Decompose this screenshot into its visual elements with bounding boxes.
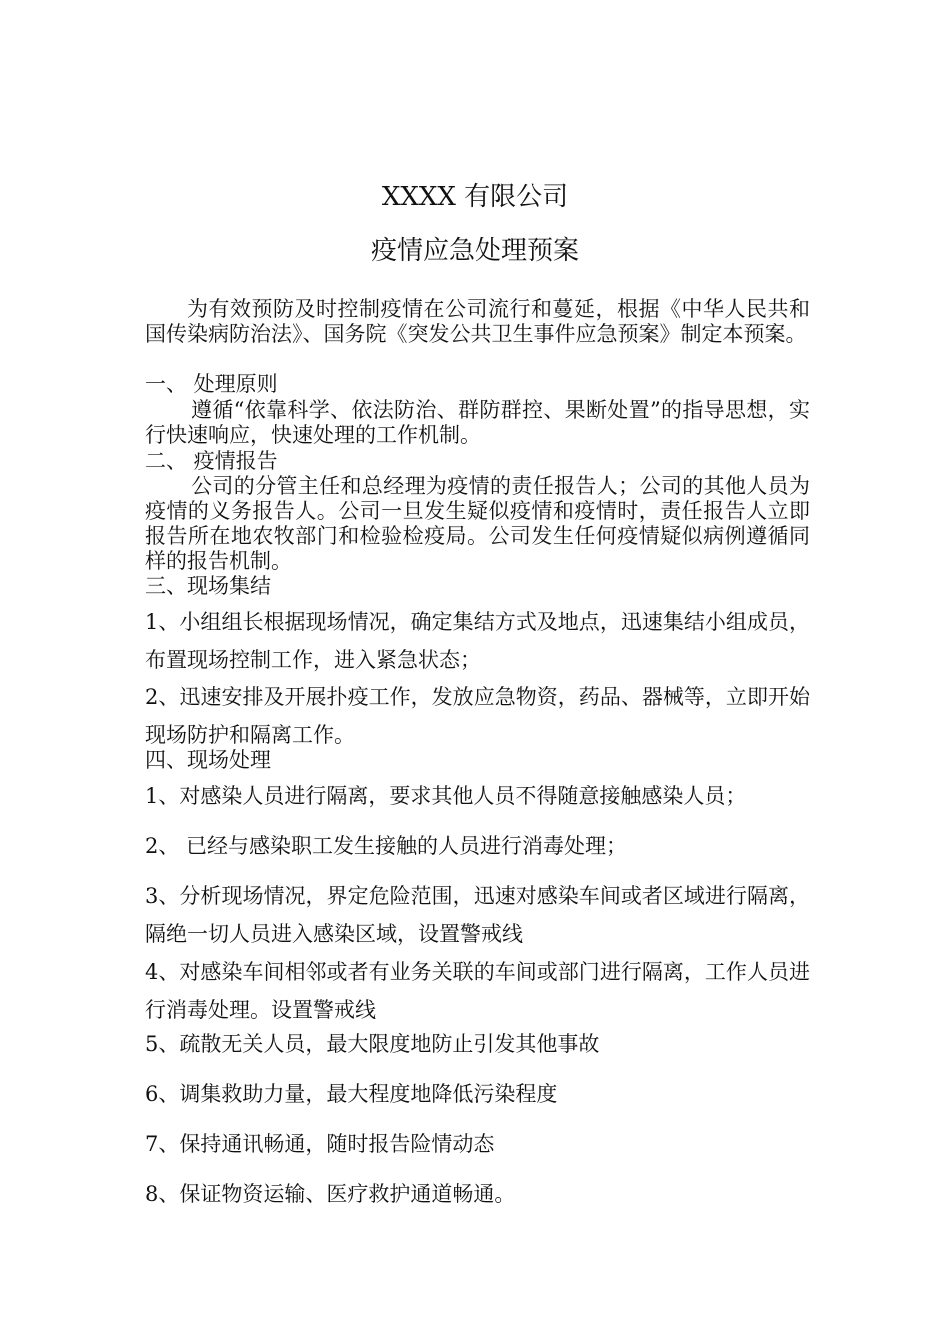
section-3-item-1: 1、小组组长根据现场情况，确定集结方式及地点，迅速集结小组成员，布置现场控制工作，进入紧急状态； xyxy=(145,610,810,672)
section-heading-4: 四、现场处理 xyxy=(145,748,271,772)
section-4-item-4: 4、对感染车间相邻或者有业务关联的车间或部门进行隔离，工作人员进行消毒处理。设置警戒线 xyxy=(145,960,810,1022)
section-4-item-6: 6、调集救助力量，最大程度地降低污染程度 xyxy=(145,1082,558,1106)
section-3-item-2: 2、迅速安排及开展扑疫工作，发放应急物资，药品、器械等，立即开始现场防护和隔离工作。 xyxy=(145,685,810,747)
plan-title: 疫情应急处理预案 xyxy=(370,236,579,266)
section-4-item-5: 5、疏散无关人员，最大限度地防止引发其他事故 xyxy=(145,1032,600,1056)
section-heading-2: 二、 疫情报告 xyxy=(145,449,278,473)
section-4-item-1: 1、对感染人员进行隔离，要求其他人员不得随意接触感染人员； xyxy=(145,784,747,808)
intro-paragraph: 为有效预防及时控制疫情在公司流行和蔓延，根据《中华人民共和国传染病防治法》、国务院《突发公共卫生事件应急预案》制定本预案。 xyxy=(145,297,810,346)
company-title: XXXX 有限公司 xyxy=(381,182,569,212)
section-heading-1: 一、 处理原则 xyxy=(145,372,278,396)
section-4-item-3: 3、分析现场情况，界定危险范围，迅速对感染车间或者区域进行隔离，隔绝一切人员进入感染区域，设置警戒线 xyxy=(145,884,810,946)
section-4-item-2: 2、 已经与感染职工发生接触的人员进行消毒处理； xyxy=(145,834,628,858)
section-1-paragraph: 遵循“依靠科学、依法防治、群防群控、果断处置”的指导思想，实行快速响应，快速处理的工作机制。 xyxy=(145,398,810,447)
section-2-paragraph: 公司的分管主任和总经理为疫情的责任报告人；公司的其他人员为疫情的义务报告人。公司一旦发生疑似疫情和疫情时，责任报告人立即报告所在地农牧部门和检验检疫局。公司发生任何疫情疑似病例遵循同样的报告机制。 xyxy=(145,474,810,573)
section-4-item-8: 8、保证物资运输、医疗救护通道畅通。 xyxy=(145,1182,516,1206)
section-heading-3: 三、现场集结 xyxy=(145,574,271,598)
section-4-item-7: 7、保持通讯畅通，随时报告险情动态 xyxy=(145,1132,495,1156)
